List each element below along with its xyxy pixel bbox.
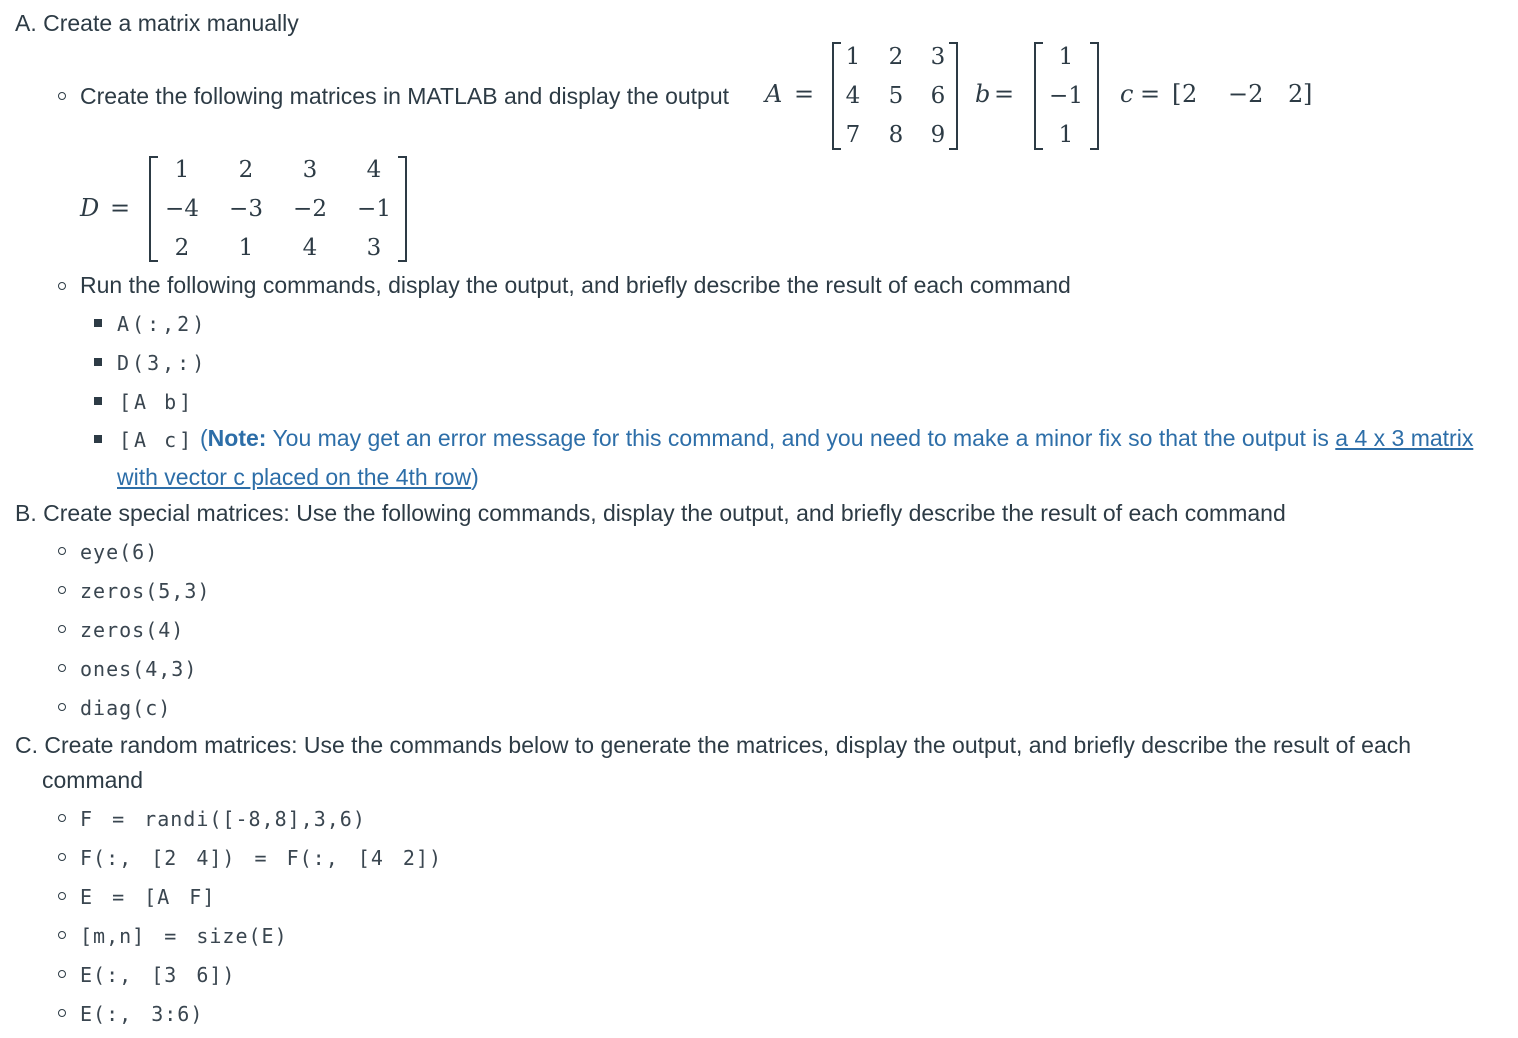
circle-bullet-icon xyxy=(58,853,66,861)
matrix-cell: 4 xyxy=(366,157,382,183)
command-randi: F = randi([-8,8],3,6) xyxy=(80,807,366,831)
create-matrices-instruction: Create the following matrices in MATLAB and display the output xyxy=(80,83,730,109)
vector-cell: 1 xyxy=(1058,44,1074,70)
left-bracket-icon xyxy=(1034,42,1043,150)
matrix-cell: 7 xyxy=(845,122,861,148)
matrix-cell: 2 xyxy=(174,235,190,261)
run-commands-instruction: Run the following commands, display the output, and briefly describe the result of each command xyxy=(80,272,1071,298)
command-zeros-5-3: zeros(5,3) xyxy=(80,579,211,603)
vector-cell: 1 xyxy=(1058,122,1074,148)
circle-bullet-icon xyxy=(58,703,66,711)
circle-bullet-icon xyxy=(58,1009,66,1017)
matrix-cell: 9 xyxy=(930,122,946,148)
circle-bullet-icon xyxy=(58,625,66,633)
equals-sign: = xyxy=(994,80,1015,108)
vector-cell: 2 xyxy=(1288,80,1304,108)
note-text-line2 xyxy=(117,464,479,491)
command-a-col2: A(:,2) xyxy=(117,312,208,336)
square-bullet-icon xyxy=(94,319,102,327)
vector-c-label: c xyxy=(1120,80,1134,108)
square-bullet-icon xyxy=(94,358,102,366)
section-b-heading: B. Create special matrices: Use the following commands, display the output, and briefly describe the result of each command xyxy=(15,500,1286,526)
right-bracket-icon xyxy=(1090,42,1099,150)
matrix-cell: 4 xyxy=(302,235,318,261)
circle-bullet-icon xyxy=(58,931,66,939)
note-close-paren: ) xyxy=(471,464,479,490)
matrix-d-label: D xyxy=(80,194,100,222)
matrix-cell: 5 xyxy=(888,83,904,109)
matrix-cell: 6 xyxy=(930,83,946,109)
matrix-cell: −3 xyxy=(229,196,263,222)
section-c-heading-line2: command xyxy=(42,767,143,793)
right-bracket-icon xyxy=(398,156,407,262)
equals-sign: = xyxy=(110,194,131,222)
command-ones: ones(4,3) xyxy=(80,657,198,681)
command-concat-ac: [A c] xyxy=(119,428,195,452)
circle-bullet-icon xyxy=(58,970,66,978)
circle-bullet-icon xyxy=(58,282,66,290)
command-zeros-4: zeros(4) xyxy=(80,618,185,642)
equals-sign: = xyxy=(794,80,815,108)
section-a-heading: A. Create a matrix manually xyxy=(15,10,299,36)
note-text-line1 xyxy=(200,425,1473,452)
matrix-cell: 1 xyxy=(845,44,861,70)
circle-bullet-icon xyxy=(58,664,66,672)
matrix-cell: 1 xyxy=(174,157,190,183)
matrix-a-label: A xyxy=(765,80,783,108)
note-label: Note: xyxy=(207,425,267,451)
note-emphasis-line2: with vector c placed on the 4th row xyxy=(117,464,472,490)
matrix-cell: −4 xyxy=(165,196,199,222)
circle-bullet-icon xyxy=(58,547,66,555)
note-emphasis-line1: a 4 x 3 matrix xyxy=(1335,425,1474,451)
command-swap-columns: F(:, [2 4]) = F(:, [4 2]) xyxy=(80,846,443,870)
circle-bullet-icon xyxy=(58,92,66,100)
matrix-cell: 4 xyxy=(845,83,861,109)
vector-cell: −1 xyxy=(1049,83,1083,109)
matrix-cell: 3 xyxy=(366,235,382,261)
square-bullet-icon xyxy=(94,397,102,405)
vector-b-label: b xyxy=(975,80,991,108)
command-d-row3: D(3,:) xyxy=(117,351,208,375)
matrix-cell: −1 xyxy=(357,196,391,222)
command-e-range: E(:, 3:6) xyxy=(80,1002,204,1026)
vector-cell: 2 xyxy=(1182,80,1198,108)
command-diag: diag(c) xyxy=(80,696,172,720)
note-body: You may get an error message for this command, and you need to make a minor fix so that the output is xyxy=(272,425,1329,451)
left-bracket-icon: [ xyxy=(1172,80,1182,108)
circle-bullet-icon xyxy=(58,892,66,900)
note-open-paren: ( xyxy=(200,425,208,451)
command-eye: eye(6) xyxy=(80,540,159,564)
section-c-heading: C. Create random matrices: Use the commands below to generate the matrices, display the output, and briefly describe the result of each xyxy=(15,732,1412,758)
matrix-cell: 2 xyxy=(888,44,904,70)
matrix-cell: 3 xyxy=(302,157,318,183)
matrix-cell: 2 xyxy=(238,157,254,183)
vector-cell: −2 xyxy=(1228,80,1264,108)
command-e-cols-3-6: E(:, [3 6]) xyxy=(80,963,236,987)
command-concat-ab: [A b] xyxy=(119,390,195,414)
right-bracket-icon: ] xyxy=(1303,80,1313,108)
square-bullet-icon xyxy=(94,435,102,443)
command-concat-af: E = [A F] xyxy=(80,885,216,909)
equals-sign: = xyxy=(1140,80,1161,108)
matrix-cell: 3 xyxy=(930,44,946,70)
circle-bullet-icon xyxy=(58,814,66,822)
circle-bullet-icon xyxy=(58,586,66,594)
matrix-cell: 8 xyxy=(888,122,904,148)
command-size: [m,n] = size(E) xyxy=(80,924,288,948)
matrix-cell: −2 xyxy=(293,196,327,222)
left-bracket-icon xyxy=(149,156,158,262)
matrix-cell: 1 xyxy=(238,235,254,261)
